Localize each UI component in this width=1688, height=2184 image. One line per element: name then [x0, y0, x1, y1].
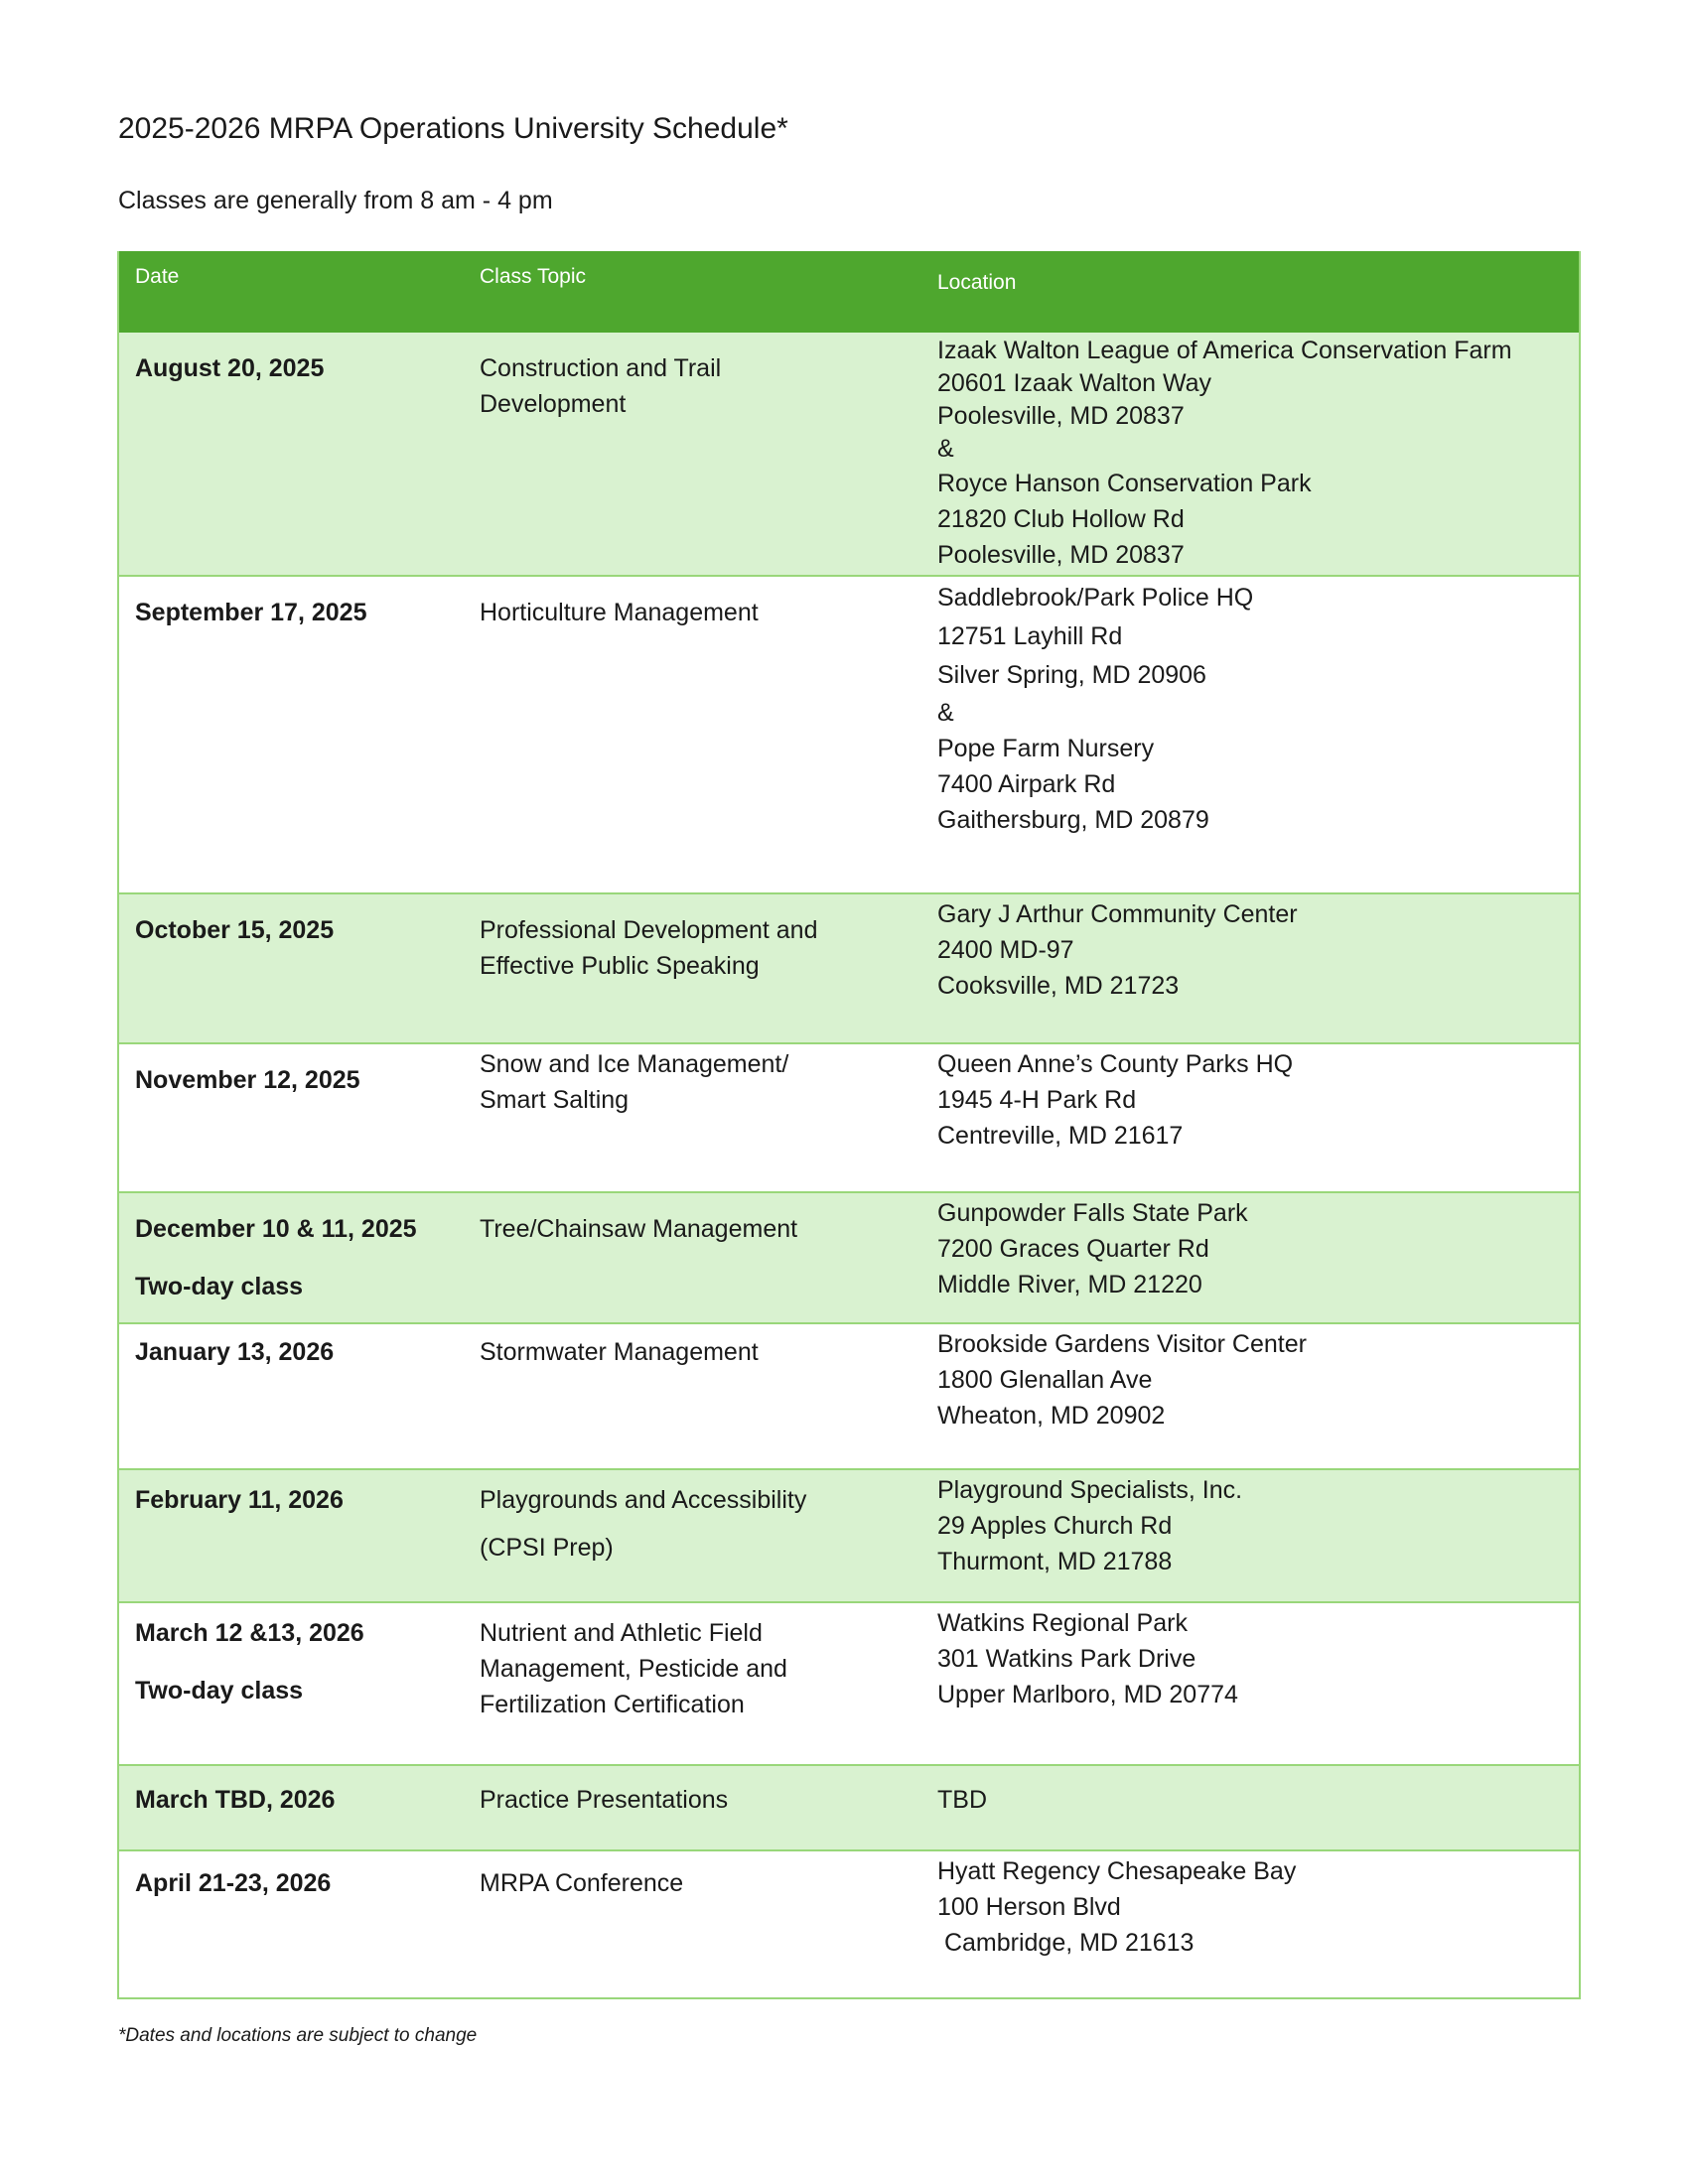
location-line: Saddlebrook/Park Police HQ [937, 584, 1254, 612]
date-cell [118, 1765, 464, 1850]
location-cell [921, 1850, 1580, 1998]
topic-line: MRPA Conference [480, 1869, 684, 1897]
location-cell [921, 576, 1580, 893]
location-cell [921, 1043, 1580, 1192]
topic-line: Management, Pesticide and [480, 1655, 787, 1683]
location-cell [921, 1602, 1580, 1765]
location-line: Poolesville, MD 20837 [937, 402, 1185, 430]
location-cell [921, 1192, 1580, 1323]
location-line: Hyatt Regency Chesapeake Bay [937, 1857, 1297, 1885]
topic-line: Stormwater Management [480, 1338, 759, 1366]
location-line: Gaithersburg, MD 20879 [937, 806, 1209, 834]
topic-line: Tree/Chainsaw Management [480, 1215, 798, 1243]
class-duration-note: Two-day class [135, 1677, 304, 1705]
schedule-table [117, 251, 1581, 1999]
location-line: Playground Specialists, Inc. [937, 1476, 1243, 1504]
location-line: 7400 Airpark Rd [937, 770, 1116, 798]
table-row [118, 1469, 1580, 1602]
location-line: 2400 MD-97 [937, 936, 1074, 964]
location-cell [921, 1765, 1580, 1850]
table-row [118, 1043, 1580, 1192]
date-cell [118, 1850, 464, 1998]
topic-cell [464, 1192, 921, 1323]
location-line: 12751 Layhill Rd [937, 622, 1123, 650]
document-title: 2025-2026 MRPA Operations University Schedule* [118, 112, 788, 145]
class-date: November 12, 2025 [135, 1066, 360, 1094]
topic-cell [464, 1043, 921, 1192]
topic-line: Playgrounds and Accessibility [480, 1486, 807, 1514]
location-line: Royce Hanson Conservation Park [937, 470, 1312, 497]
topic-cell [464, 1850, 921, 1998]
topic-cell [464, 576, 921, 893]
header-date: Date [135, 265, 180, 288]
topic-cell [464, 1469, 921, 1602]
location-line: Cooksville, MD 21723 [937, 972, 1180, 1000]
location-line: Queen Anne’s County Parks HQ [937, 1050, 1294, 1078]
location-line: Wheaton, MD 20902 [937, 1402, 1166, 1430]
location-line: 301 Watkins Park Drive [937, 1645, 1196, 1673]
location-line: 100 Herson Blvd [937, 1893, 1121, 1921]
location-line: Gary J Arthur Community Center [937, 900, 1298, 928]
topic-line: Effective Public Speaking [480, 952, 760, 980]
date-cell [118, 1602, 464, 1765]
document-subtitle: Classes are generally from 8 am - 4 pm [118, 187, 553, 214]
table-header-row [118, 251, 1580, 333]
table-row [118, 893, 1580, 1043]
location-line: 21820 Club Hollow Rd [937, 505, 1185, 533]
location-cell [921, 1469, 1580, 1602]
class-date: August 20, 2025 [135, 354, 325, 382]
date-cell [118, 1192, 464, 1323]
class-date: March TBD, 2026 [135, 1786, 336, 1814]
date-cell [118, 576, 464, 893]
date-cell [118, 1469, 464, 1602]
topic-cell [464, 893, 921, 1043]
topic-line: Practice Presentations [480, 1786, 729, 1814]
topic-line: Snow and Ice Management/ [480, 1050, 789, 1078]
class-date: October 15, 2025 [135, 916, 335, 944]
header-location: Location [937, 271, 1017, 294]
date-cell [118, 1323, 464, 1469]
location-line: Poolesville, MD 20837 [937, 541, 1185, 569]
location-line: 7200 Graces Quarter Rd [937, 1235, 1209, 1263]
location-line: Brookside Gardens Visitor Center [937, 1330, 1307, 1358]
topic-cell [464, 333, 921, 576]
date-cell [118, 1043, 464, 1192]
class-duration-note: Two-day class [135, 1273, 304, 1300]
topic-line: Horticulture Management [480, 599, 759, 626]
location-line: Thurmont, MD 21788 [937, 1548, 1173, 1575]
footnote: *Dates and locations are subject to change [118, 2025, 478, 2046]
table-row [118, 1602, 1580, 1765]
topic-line: Nutrient and Athletic Field [480, 1619, 763, 1647]
class-date: January 13, 2026 [135, 1338, 335, 1366]
location-line: Cambridge, MD 21613 [937, 1929, 1195, 1957]
location-line: & [937, 699, 954, 727]
topic-line: Fertilization Certification [480, 1691, 745, 1718]
table-row [118, 1850, 1580, 1998]
table-row [118, 333, 1580, 576]
location-cell [921, 893, 1580, 1043]
class-date: February 11, 2026 [135, 1486, 344, 1514]
location-line: Izaak Walton League of America Conservation Farm [937, 337, 1512, 364]
topic-line: Construction and Trail [480, 354, 722, 382]
location-line: Middle River, MD 21220 [937, 1271, 1202, 1298]
topic-line: Professional Development and [480, 916, 818, 944]
table-row [118, 1765, 1580, 1850]
location-line: Silver Spring, MD 20906 [937, 661, 1206, 689]
location-line: 29 Apples Church Rd [937, 1512, 1173, 1540]
date-cell [118, 333, 464, 576]
location-line: TBD [937, 1786, 987, 1814]
class-date: September 17, 2025 [135, 599, 367, 626]
topic-line: Smart Salting [480, 1086, 630, 1114]
location-line: Pope Farm Nursery [937, 735, 1155, 762]
topic-line: Development [480, 390, 627, 418]
table-row [118, 576, 1580, 893]
location-line: Watkins Regional Park [937, 1609, 1188, 1637]
location-line: & [937, 435, 954, 463]
class-date: March 12 &13, 2026 [135, 1619, 364, 1647]
location-line: 1945 4-H Park Rd [937, 1086, 1137, 1114]
class-date: April 21-23, 2026 [135, 1869, 332, 1897]
location-line: 20601 Izaak Walton Way [937, 369, 1212, 397]
location-line: Gunpowder Falls State Park [937, 1199, 1248, 1227]
table-row [118, 1323, 1580, 1469]
location-cell [921, 1323, 1580, 1469]
date-cell [118, 893, 464, 1043]
topic-cell [464, 1602, 921, 1765]
header-topic: Class Topic [480, 265, 586, 288]
topic-cell [464, 1765, 921, 1850]
location-cell [921, 333, 1580, 576]
table-row [118, 1192, 1580, 1323]
location-line: 1800 Glenallan Ave [937, 1366, 1153, 1394]
topic-cell [464, 1323, 921, 1469]
class-date: December 10 & 11, 2025 [135, 1215, 417, 1243]
location-line: Upper Marlboro, MD 20774 [937, 1681, 1238, 1708]
topic-line: (CPSI Prep) [480, 1534, 614, 1562]
location-line: Centreville, MD 21617 [937, 1122, 1184, 1150]
